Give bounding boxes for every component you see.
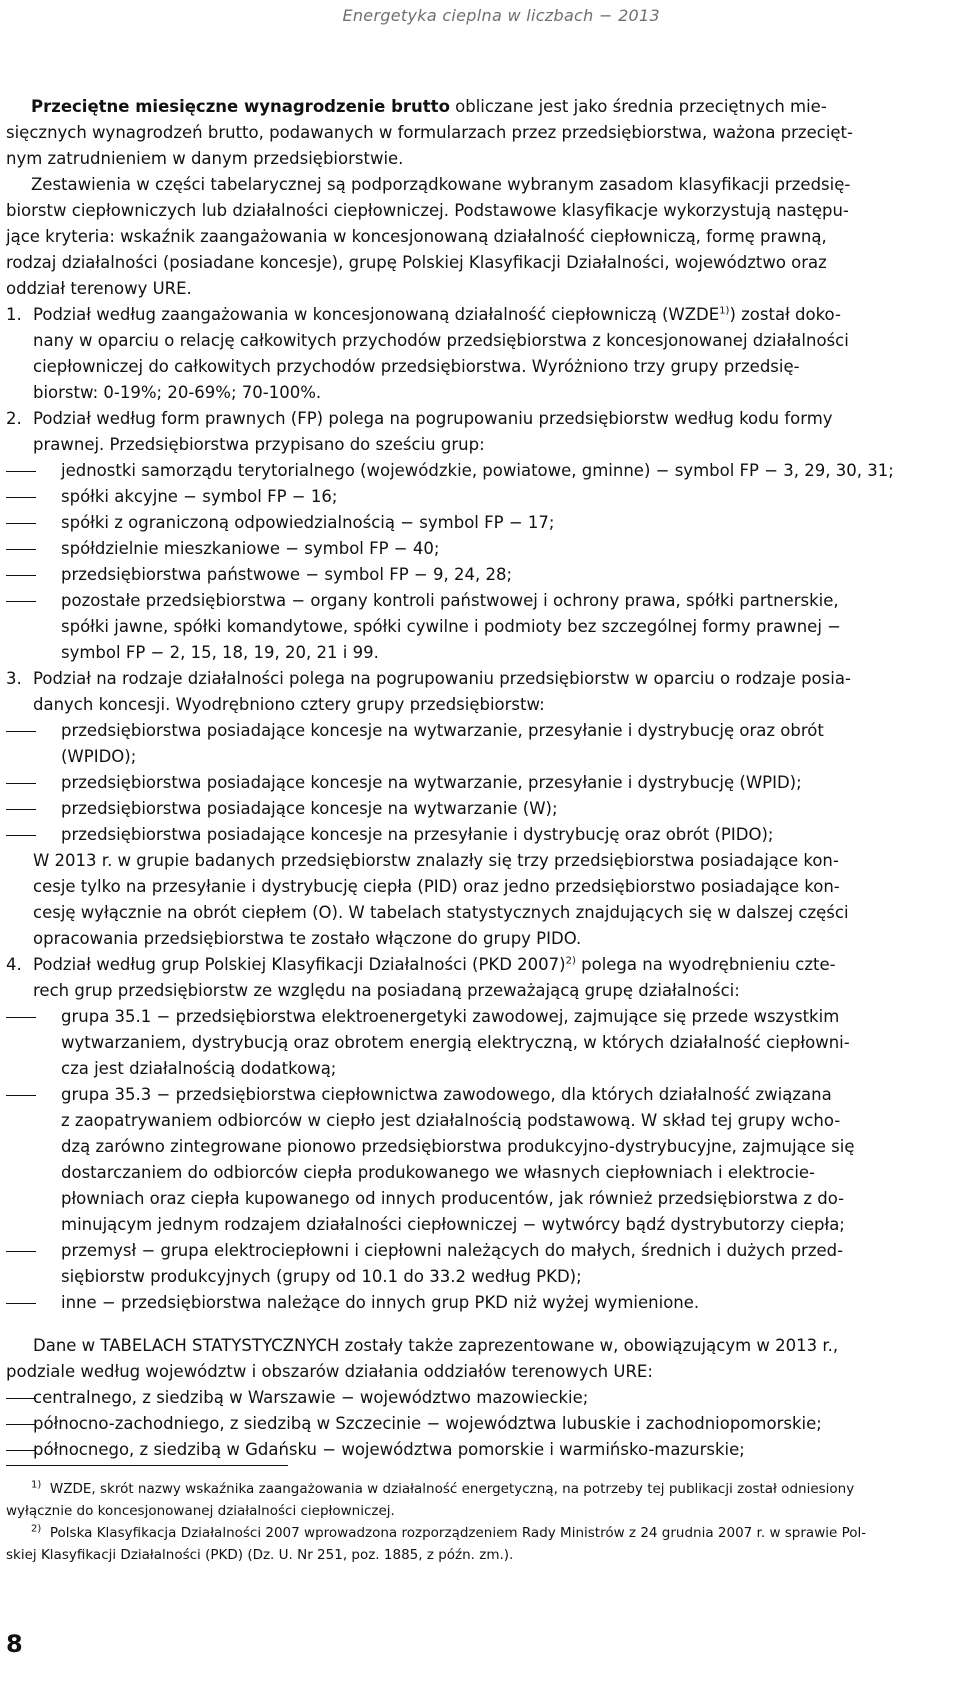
dash-icon [6,549,36,550]
activity-group-4: przedsiębiorstwa posiadające koncesje na przesyłanie i dystrybucję oraz obrót (PIDO); [6,822,954,848]
pkd-group-35-1: grupa 35.1 − przedsiębiorstwa elektroenergetyki zawodowej, zajmujące się przede wszystkim [6,1004,954,1030]
footnote-1: $^{1)}$ WZDE, skrót nazwy wskaźnika zaangażowania w działalność energetyczną, na potrzeby tej publikacji został odniesiony [31,1479,855,1497]
pkd-group-35-3-line-6: minującym jednym rodzajem działalności ciepłowniczej − wytwórcy bądź dystrybutorzy ciepła; [61,1215,845,1234]
footnote-2: $^{2)}$ Polska Klasyfikacja Działalności 2007 wprowadzona rozporządzeniem Rady Ministrów z 24 grudnia 2007 r. w sprawie Pol- [31,1523,867,1541]
pkd-group-35-3-line-5: płowniach oraz ciepła kupowanego od innych producentów, jak również przedsiębiorstwa z do- [61,1189,845,1208]
item-3-note-1: W 2013 r. w grupie badanych przedsiębiorstw znalazły się trzy przedsiębiorstwa posiadające kon- [33,851,839,870]
page-number: 8 [6,1630,23,1658]
fp-group-2: spółki akcyjne − symbol FP − 16; [6,484,954,510]
dash-icon [6,1095,36,1096]
footnote-1-mark: 1) [31,1479,42,1491]
classification-line-1: Zestawienia w części tabelarycznej są podporządkowane wybranym zasadom klasyfikacji przedsię- [31,175,851,194]
definition-term: Przeciętne miesięczne wynagrodzenie brutto [31,97,450,116]
footnote-separator [6,1465,288,1466]
pkd-group-35-1-line-3: cza jest działalnością dodatkową; [61,1059,337,1078]
item-3-note-3: cesję wyłącznie na obrót ciepłem (O). W tabelach statystycznych znajdujących się w dalszej części [33,903,849,922]
fp-group-4: spółdzielnie mieszkaniowe − symbol FP − 40; [6,536,954,562]
pkd-group-35-3: grupa 35.3 − przedsiębiorstwa ciepłownictwa zawodowego, dla których działalność związana [6,1082,954,1108]
fp-group-6-line-2: spółki jawne, spółki komandytowe, spółki cywilne i podmioty bez szczególnej formy prawnej − [61,617,841,636]
dash-icon [6,835,36,836]
dash-icon [6,575,36,576]
intro-line-1: Przeciętne miesięczne wynagrodzenie brutto obliczane jest jako średnia przeciętnych mie- [31,97,827,116]
fp-group-6: pozostałe przedsiębiorstwa − organy kontroli państwowej i ochrony prawa, spółki partnerskie, [6,588,954,614]
item-3-note-4: opracowania przedsiębiorstwa te zostało włączone do grupy PIDO. [33,929,582,948]
footnote-2-line-2: skiej Klasyfikacji Działalności (PKD) (Dz. U. Nr 251, poz. 1885, z późn. zm.). [6,1547,514,1563]
item-2: 2. Podział według form prawnych (FP) polega na pogrupowaniu przedsiębiorstw według kodu formy [6,409,833,428]
running-header [0,0,960,34]
activity-group-3: przedsiębiorstwa posiadające koncesje na wytwarzanie (W); [6,796,954,822]
item-3-note-2: cesje tylko na przesyłanie i dystrybucję ciepła (PID) oraz jedno przedsiębiorstwo posiadające kon- [33,877,840,896]
fp-group-6-line-3: symbol FP − 2, 15, 18, 19, 20, 21 i 99. [61,643,379,662]
closing-line-1: Dane w TABELACH STATYSTYCZNYCH zostały także zaprezentowane w, obowiązującym w 2013 r., [33,1336,839,1355]
pkd-group-35-3-line-4: dostarczaniem do odbiorców ciepła produkowanego we własnych ciepłowniach i elektrocie- [61,1163,816,1182]
item-1-line-2: nany w oparciu o relację całkowitych przychodów przedsiębiorstwa z koncesjonowanej działalności [33,331,849,350]
item-2-number: 2. [6,409,22,428]
pkd-group-35-1-line-2: wytwarzaniem, dystrybucją oraz obrotem energią elektryczną, w których działalność ciepłowni- [61,1033,850,1052]
fp-group-1: jednostki samorządu terytorialnego (wojewódzkie, powiatowe, gminne) − symbol FP − 3, 29, 30, 31; [6,458,954,484]
region-central: centralnego, z siedzibą w Warszawie − województwo mazowieckie; [6,1385,954,1411]
item-1-number: 1. [6,305,22,324]
footnote-1-line-2: wyłącznie do koncesjonowanej działalności ciepłowniczej. [6,1503,395,1519]
dash-icon [6,1251,36,1252]
pkd-group-35-3-line-3: dzą zarówno zintegrowane pionowo przedsiębiorstwa produkcyjno-dystrybucyjne, zajmujące się [61,1137,855,1156]
dash-icon [6,523,36,524]
region-northwest: północno-zachodniego, z siedzibą w Szczecinie − województwa lubuskie i zachodniopomorskie; [6,1411,954,1437]
activity-group-1-line-2: (WPIDO); [61,747,137,766]
footnote-ref-2: 2) [565,955,576,967]
item-4-number: 4. [6,955,22,974]
dash-icon [6,1424,36,1425]
fp-group-5: przedsiębiorstwa państwowe − symbol FP − 9, 24, 28; [6,562,954,588]
activity-group-2: przedsiębiorstwa posiadające koncesje na wytwarzanie, przesyłanie i dystrybucję (WPID); [6,770,954,796]
region-north: północnego, z siedzibą w Gdańsku − województwa pomorskie i warmińsko-mazurskie; [6,1437,954,1463]
item-4-line-2: rech grup przedsiębiorstw ze względu na posiadaną przeważającą grupę działalności: [33,981,740,1000]
item-3-number: 3. [6,669,22,688]
running-title: Energetyka cieplna w liczbach − 2013 [342,6,660,25]
item-1: 1. Podział według zaangażowania w koncesjonowaną działalność ciepłowniczą (WZDE$^{1)}$) został doko- [6,305,841,324]
dash-icon [6,601,36,602]
pkd-group-industry-line-2: siębiorstw produkcyjnych (grupy od 10.1 do 33.2 według PKD); [61,1267,582,1286]
pkd-group-35-3-line-2: z zaopatrywaniem odbiorców w ciepło jest działalnością podstawową. W skład tej grupy wcho- [61,1111,841,1130]
closing-line-2: podziale według województw i obszarów działania oddziałów terenowych URE: [6,1362,653,1381]
intro-line-2: sięcznych wynagrodzeń brutto, podawanych w formularzach przez przedsiębiorstwa, ważona przecięt- [6,123,853,142]
pkd-group-other: inne − przedsiębiorstwa należące do innych grup PKD niż wyżej wymienione. [6,1290,954,1316]
dash-icon [6,471,36,472]
intro-line-3: nym zatrudnieniem w danym przedsiębiorstwie. [6,149,404,168]
dash-icon [6,783,36,784]
classification-line-5: oddział terenowy URE. [6,279,192,298]
dash-icon [6,1017,36,1018]
item-3-line-2: danych koncesji. Wyodrębniono cztery grupy przedsiębiorstw: [33,695,545,714]
item-1-line-4: biorstw: 0-19%; 20-69%; 70-100%. [33,383,322,402]
dash-icon [6,497,36,498]
item-4: 4. Podział według grup Polskiej Klasyfikacji Działalności (PKD 2007)$^{2)}$ polega na wyodrębnieniu czte- [6,955,836,974]
pkd-group-industry: przemysł − grupa elektrociepłowni i ciepłowni należących do małych, średnich i dużych przed- [6,1238,954,1264]
item-1-line-3: ciepłowniczej do całkowitych przychodów przedsiębiorstwa. Wyróżniono trzy grupy przedsię- [33,357,800,376]
classification-line-3: jące kryteria: wskaźnik zaangażowania w koncesjonowaną działalność ciepłowniczą, formę prawną, [6,227,827,246]
item-3: 3. Podział na rodzaje działalności polega na pogrupowaniu przedsiębiorstw w oparciu o rodzaje posia- [6,669,851,688]
classification-line-2: biorstw ciepłowniczych lub działalności ciepłowniczej. Podstawowe klasyfikacje wykorzystują następu- [6,201,849,220]
activity-group-1: przedsiębiorstwa posiadające koncesje na wytwarzanie, przesyłanie i dystrybucję oraz obrót [6,718,954,744]
fp-group-3: spółki z ograniczoną odpowiedzialnością − symbol FP − 17; [6,510,954,536]
classification-line-4: rodzaj działalności (posiadane koncesje), grupę Polskiej Klasyfikacji Działalności, województwo oraz [6,253,827,272]
dash-icon [6,731,36,732]
dash-icon [6,1303,36,1304]
dash-icon [6,1450,36,1451]
dash-icon [6,1398,36,1399]
footnote-2-mark: 2) [31,1523,42,1535]
dash-icon [6,809,36,810]
footnote-ref-1: 1) [719,305,730,317]
item-2-line-2: prawnej. Przedsiębiorstwa przypisano do sześciu grup: [33,435,485,454]
